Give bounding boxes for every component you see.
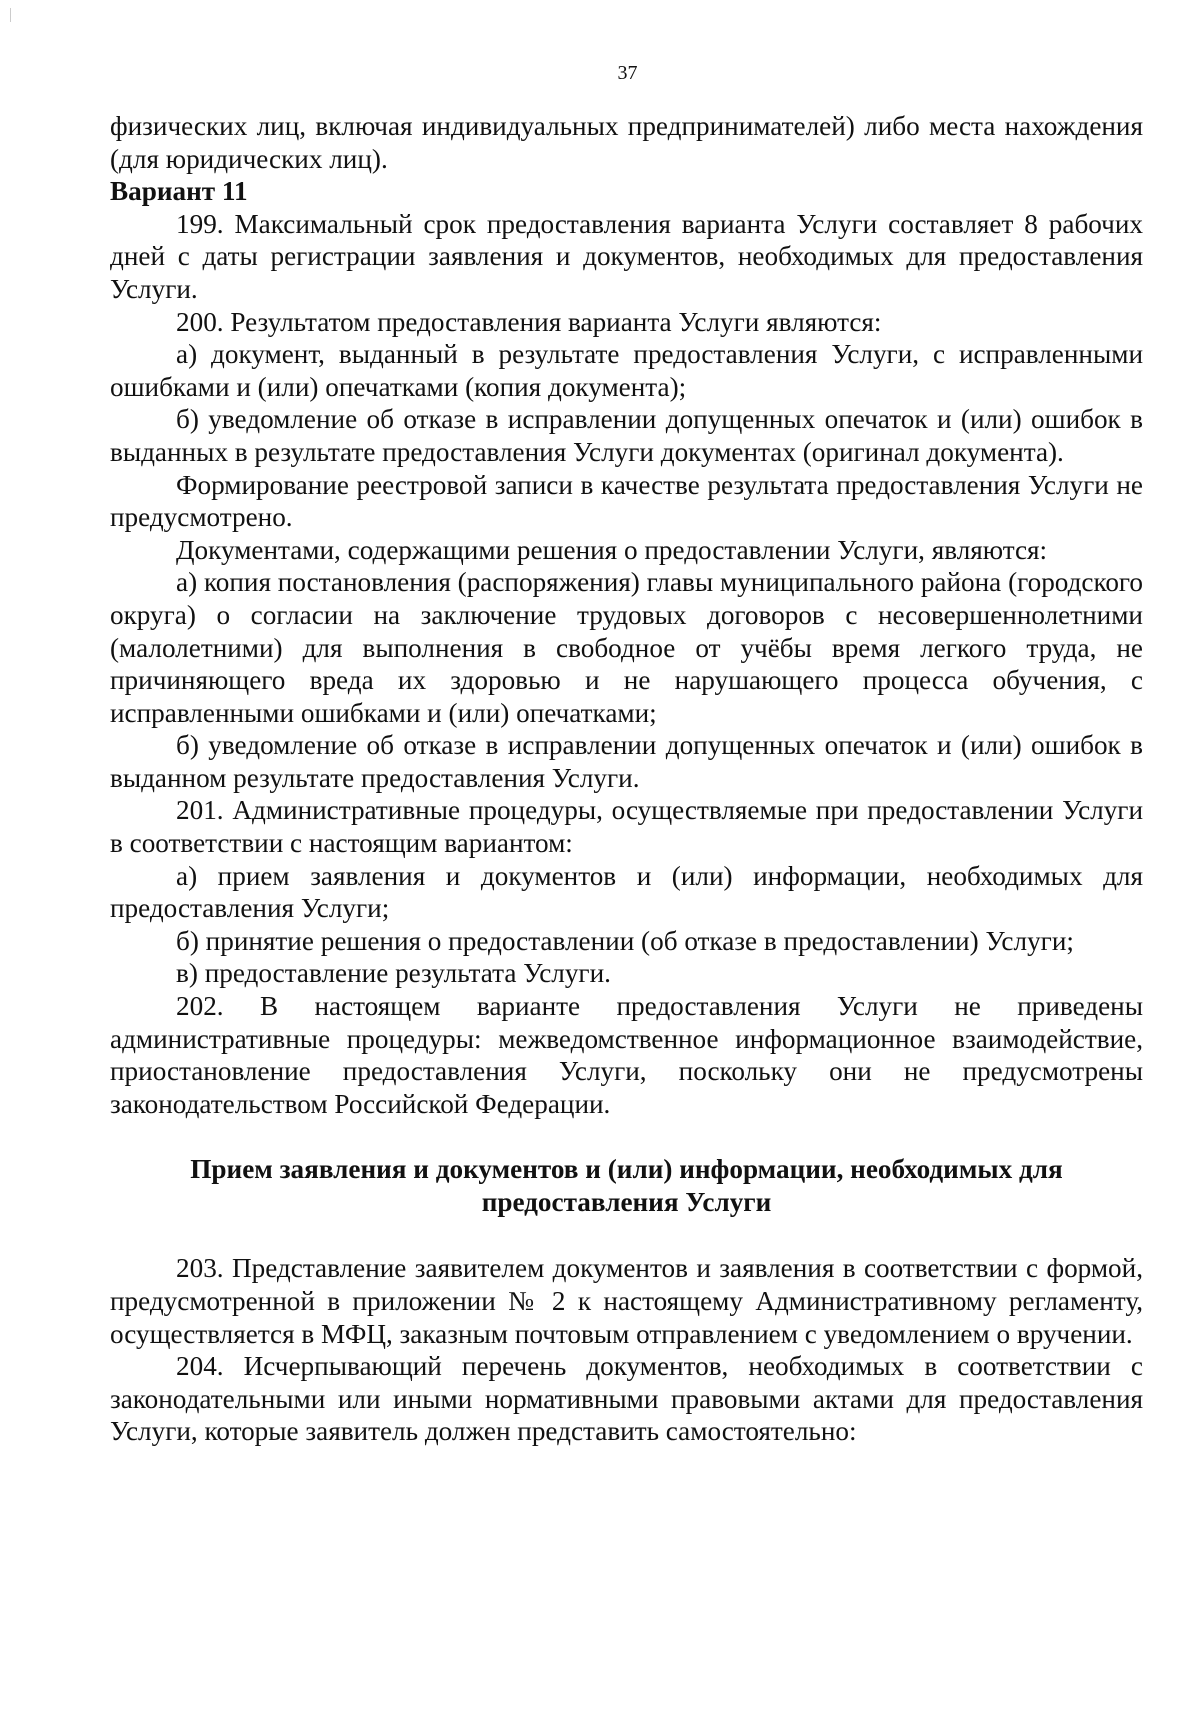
page-number: 37 [617,62,638,84]
paragraph-201-c: в) предоставление результата Услуги. [176,958,611,989]
paragraph-decision-documents: Документами, содержащими решения о предоставлении Услуги, являются: [176,534,1048,565]
paragraph-202: 202. В настоящем варианте предоставления Услуги не приведены административные процедуры: межведомственное информационное взаимодействие, приостановление предоставления Услуги, поскольку они не предусмотрены законодательством Российской Федерации. [110,991,1143,1119]
paragraph-200-a: а) документ, выданный в результате предоставления Услуги, с исправленными ошибками и (или) опечатками (копия документа); [110,339,1143,402]
scan-artifact [10,8,11,22]
document-body [110,110,1143,1448]
paragraph-199: 199. Максимальный срок предоставления варианта Услуги составляет 8 рабочих дней с даты регистрации заявления и документов, необходимых для предоставления Услуги. [110,208,1143,304]
section-heading-line-1: Прием заявления и документов и (или) информации, необходимых для [190,1154,1063,1185]
continued-paragraph: физических лиц, включая индивидуальных предпринимателей) либо места нахождения (для юридических лиц). [110,111,1143,174]
paragraph-decision-b: б) уведомление об отказе в исправлении допущенных опечаток и (или) ошибок в выданном результате предоставления Услуги. [110,730,1143,793]
paragraph-204: 204. Исчерпывающий перечень документов, необходимых в соответствии с законодательными или иными нормативными правовыми актами для предоставления Услуги, которые заявитель должен представить самостоятельно: [110,1351,1143,1447]
paragraph-200-b: б) уведомление об отказе в исправлении допущенных опечаток и (или) ошибок в выданных в результате предоставления Услуги документах (оригинал документа). [110,404,1143,467]
paragraph-200: 200. Результатом предоставления варианта Услуги являются: [176,306,882,337]
paragraph-201-b: б) принятие решения о предоставлении (об отказе в предоставлении) Услуги; [176,925,1074,956]
section-heading-line-2: предоставления Услуги [481,1187,772,1218]
paragraph-registry-record: Формирование реестровой записи в качестве результата предоставления Услуги не предусмотрено. [110,469,1143,533]
section-heading [110,1153,1143,1219]
paragraph-201-a: а) прием заявления и документов и (или) информации, необходимых для предоставления Услуги; [110,860,1143,924]
paragraph-203: 203. Представление заявителем документов и заявления в соответствии с формой, предусмотренной в приложении № 2 к настоящему Административному регламенту, осуществляется в МФЦ, заказным почтовым отправлением с уведомлением о вручении. [110,1253,1143,1349]
paragraph-201: 201. Административные процедуры, осуществляемые при предоставлении Услуги в соответствии с настоящим вариантом: [110,795,1143,859]
variant-heading: Вариант 11 [110,176,248,207]
paragraph-decision-a: а) копия постановления (распоряжения) главы муниципального района (городского округа) о согласии на заключение трудовых договоров с несовершеннолетними (малолетними) для выполнения в свободное от учёбы время легкого труда, не причиняющего вреда их здоровью и не нарушающего процесса обучения, с исправленными ошибками и (или) опечатками; [110,567,1143,728]
